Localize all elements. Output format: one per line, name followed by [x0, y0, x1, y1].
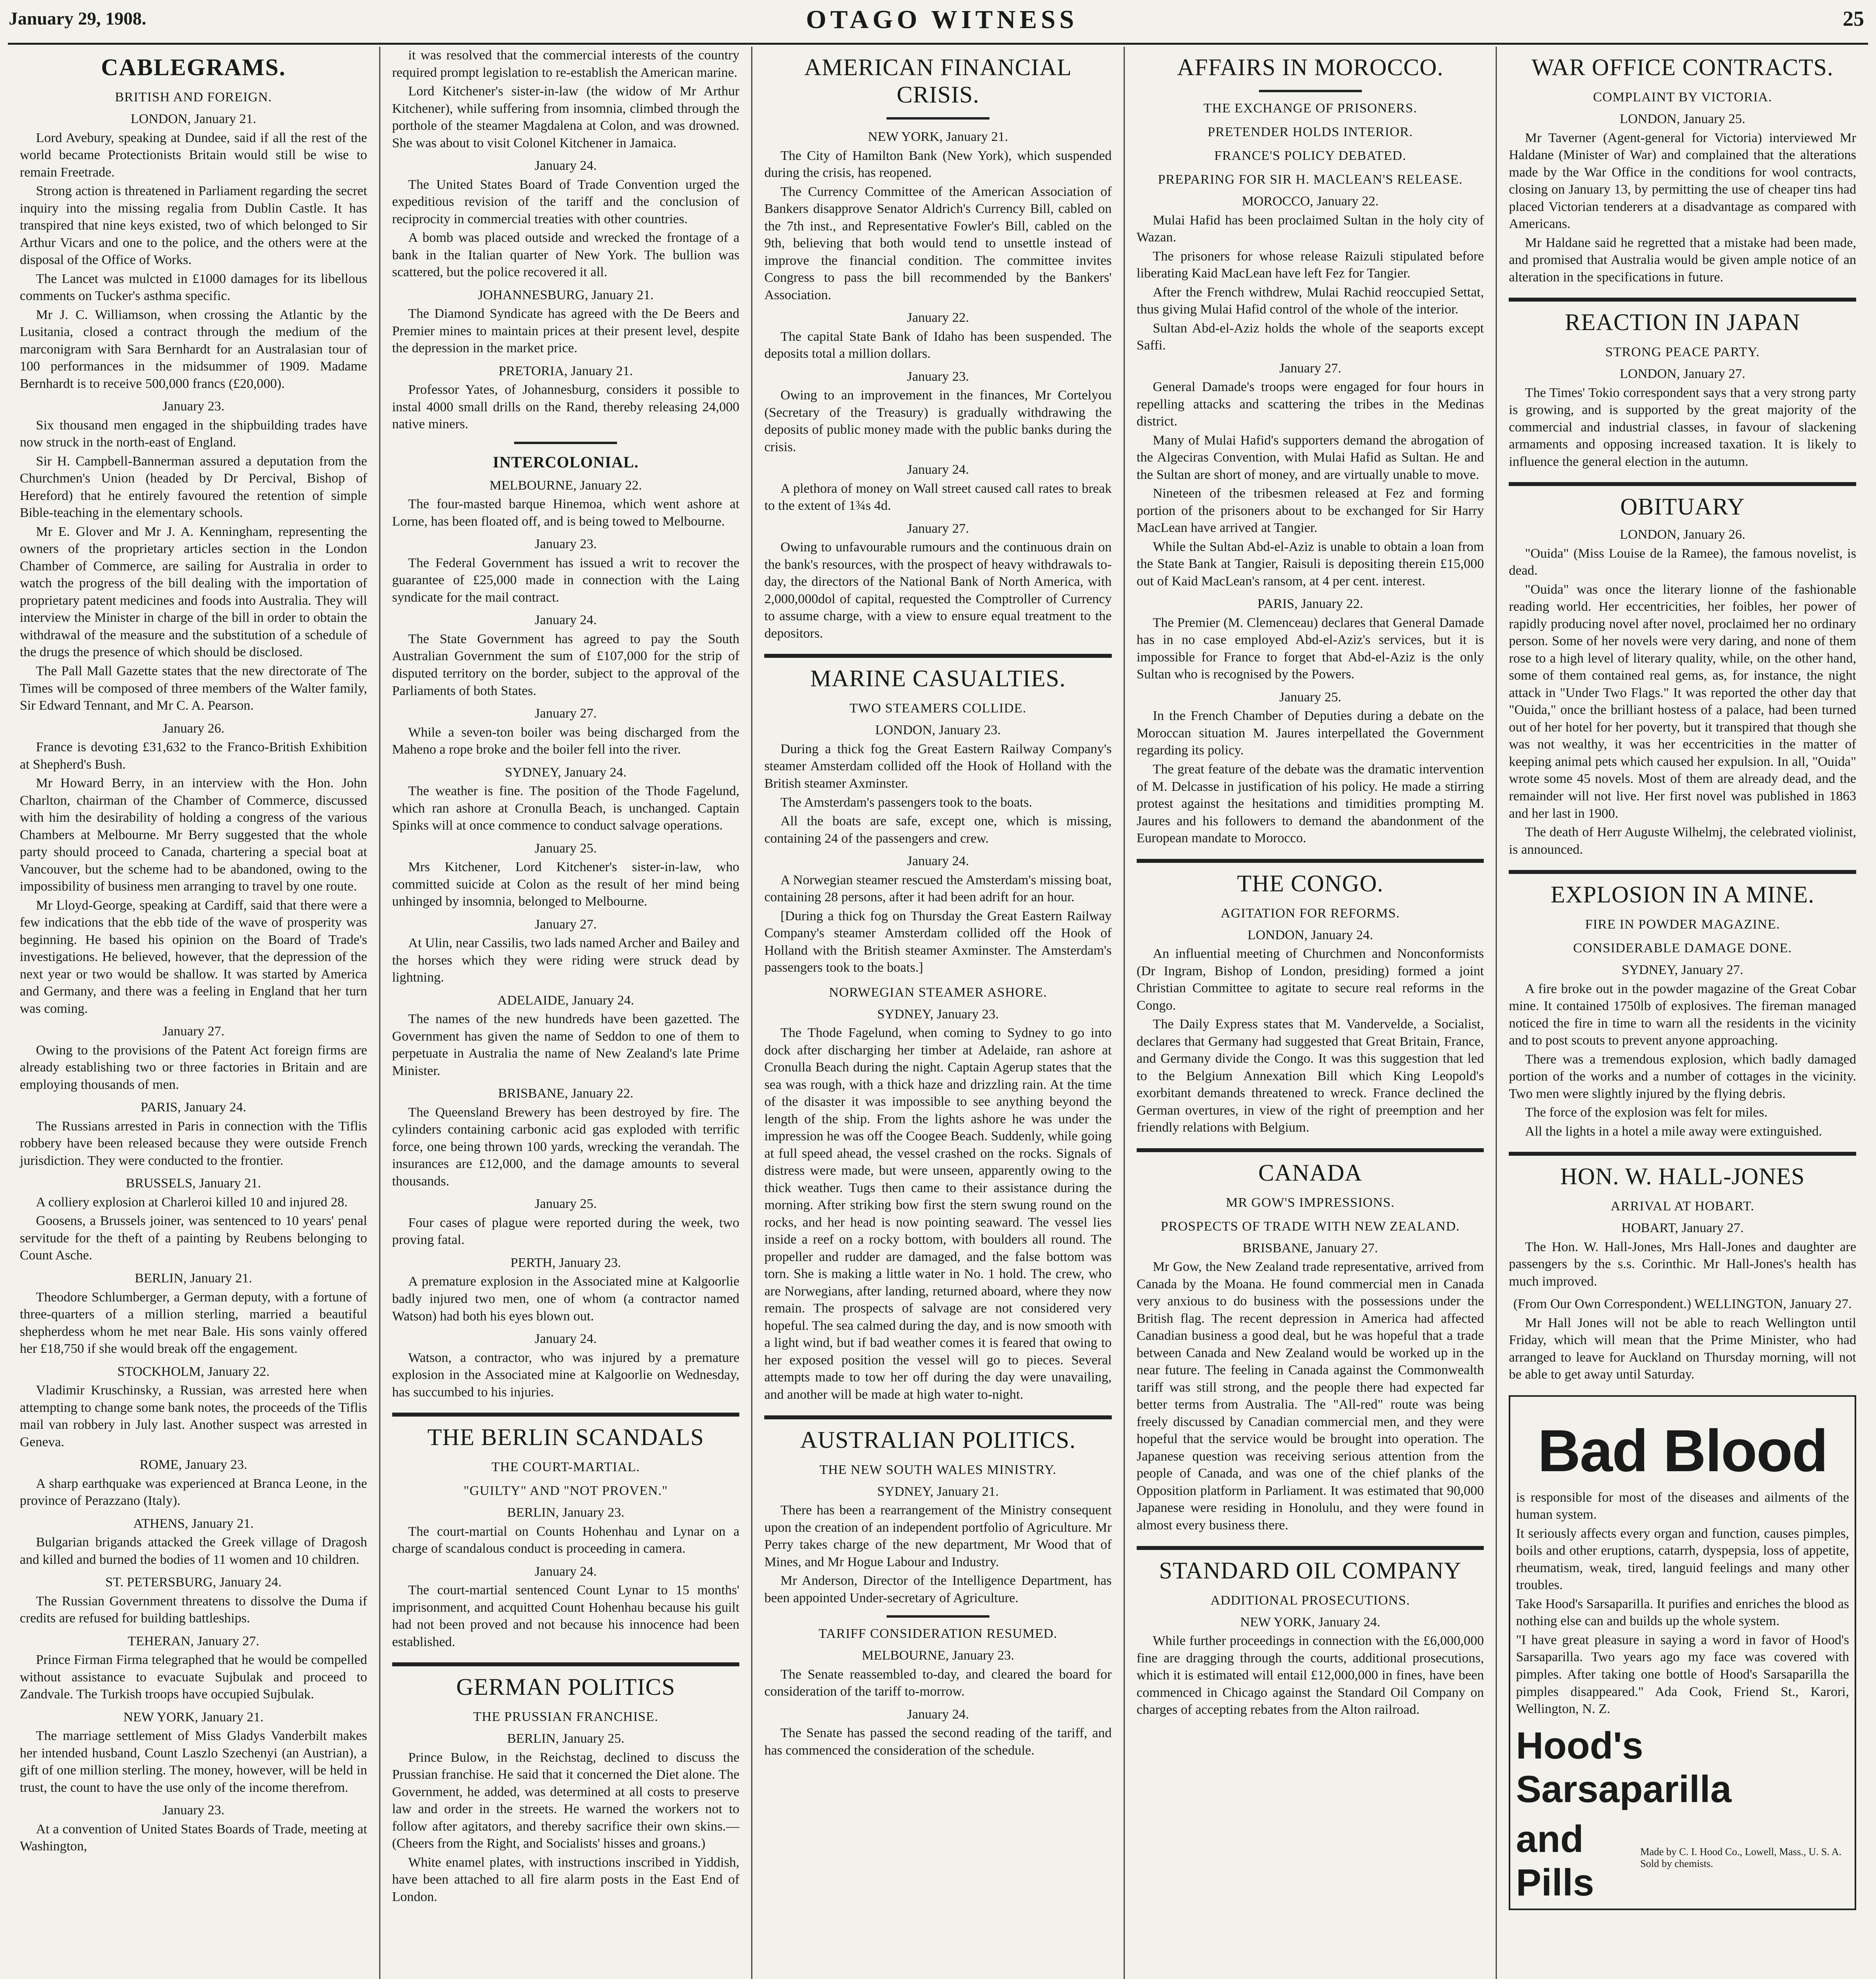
dateline: HOBART, January 27. — [1621, 1221, 1744, 1236]
paragraph: The court-martial sentenced Count Lynar to 15 months' imprisonment, and acquitted Count Hohenhau because his guilt had not been proved and not because his innocence had been established. — [392, 1583, 740, 1649]
section-title: GERMAN POLITICS — [392, 1662, 740, 1701]
dateline: ST. PETERSBURG, January 24. — [105, 1575, 282, 1590]
paragraph: A fire broke out in the powder magazine of the Great Cobar mine. It contained 1750lb of explosives. The fireman managed noticed the fire in time to warn all the residents in the vicinity and to post scouts to prevent anyone approaching. — [1509, 981, 1856, 1048]
article-body — [20, 110, 367, 1855]
dateline: January 24. — [535, 1564, 597, 1579]
dateline: JOHANNESBURG, January 21. — [478, 287, 654, 302]
section-subtitle: PRETENDER HOLDS INTERIOR. — [1208, 125, 1413, 139]
section-subtitle: THE NEW SOUTH WALES MINISTRY. — [819, 1462, 1057, 1477]
article-body — [1509, 1219, 1856, 1383]
paragraph: There has been a rearrangement of the Ministry consequent upon the creation of an independent portfolio of Agriculture. Mr Perry takes charge of the new department, Mr Wood that of Mines, and Mr Hogue Labour and Industry. — [764, 1503, 1112, 1569]
dateline: NEW YORK, January 21. — [868, 129, 1008, 144]
section-subtitle: FIRE IN POWDER MAGAZINE. — [1585, 917, 1780, 932]
masthead-rule — [8, 43, 1868, 45]
dateline: ATHENS, January 21. — [133, 1516, 254, 1531]
section-subtitle: PROSPECTS OF TRADE WITH NEW ZEALAND. — [1160, 1219, 1460, 1234]
dateline: NEW YORK, January 24. — [1240, 1614, 1380, 1630]
section-title: THE CONGO. — [1137, 859, 1484, 897]
dateline: MELBOURNE, January 22. — [489, 478, 642, 493]
paragraph: "Ouida" was once the literary lionne of the fashionable reading world. Her eccentricities, her foibles, her power of rapidly producing novel after novel, proclaimed her no ordinary person. Some of her novels were very daring, and none of them rose to a high level of literary quality, while, on the other hand, some of them contained real gems, as, for instance, the night attack in "Under Two Flags." It was reported the other day that "Ouida," once the brilliant hostess of a palace, had been turned out of her hotel for her poverty, but it transpired that though she was not wealthy, it was her eccentricities in the matter of keeping animal pets which caused her expulsion. In all, "Ouida" wrote some 45 novels. Most of them are already dead, and the remainder will not live. Her first novel was published in 1863 and her last in 1900. — [1509, 582, 1856, 821]
article-body — [764, 128, 1112, 642]
ad-brand-line — [1516, 1811, 1849, 1905]
dateline: January 24. — [907, 1707, 969, 1722]
paragraph: A colliery explosion at Charleroi killed 10 and injured 28. — [36, 1195, 348, 1210]
paragraph: Bulgarian brigands attacked the Greek village of Dragosh and killed and burned the bodies of 11 women and 10 children. — [20, 1535, 367, 1567]
paragraph: The force of the explosion was felt for miles. — [1525, 1105, 1768, 1120]
dateline: BRISBANE, January 27. — [1242, 1240, 1378, 1255]
dateline: LONDON, January 26. — [1620, 527, 1745, 542]
paragraph: Mrs Kitchener, Lord Kitchener's sister-in-law, who committed suicide at Colon as the result of her mind being unhinged by insomnia, belonged to Melbourne. — [392, 860, 740, 909]
dateline: LONDON, January 24. — [1247, 927, 1373, 942]
issue-date: January 29, 1908. — [9, 8, 146, 28]
dateline: BRISBANE, January 22. — [498, 1086, 634, 1101]
dateline: January 24. — [907, 854, 969, 869]
dateline: (From Our Own Correspondent.) WELLINGTON, January 27. — [1513, 1297, 1852, 1312]
section-subtitle: NORWEGIAN STEAMER ASHORE. — [829, 985, 1047, 1000]
paragraph: Watson, a contractor, who was injured by a premature explosion in the Associated mine at Kalgoorlie on Wednesday, has succumbed to his injuries. — [392, 1350, 740, 1400]
column-2 — [379, 47, 752, 1979]
article-body — [1137, 193, 1484, 847]
paragraph: The Lancet was mulcted in £1000 damages for its libellous comments on Tucker's asthma specific. — [20, 271, 367, 304]
dateline: BRUSSELS, January 21. — [125, 1176, 261, 1191]
article-body — [392, 1730, 740, 1905]
dateline: January 24. — [535, 613, 597, 628]
article-body — [1137, 1240, 1484, 1534]
dateline: January 22. — [907, 310, 969, 325]
dateline: LONDON, January 27. — [1620, 367, 1745, 382]
paragraph: A premature explosion in the Associated mine at Kalgoorlie badly injured two men, one of whom (a contractor named Watson) had both his eyes blown out. — [392, 1274, 740, 1324]
paragraph: The Senate reassembled to-day, and cleared the board for consideration of the tariff to-morrow. — [764, 1667, 1112, 1699]
dateline: ADELAIDE, January 24. — [497, 993, 634, 1008]
separator — [514, 442, 617, 444]
paragraph: Theodore Schlumberger, a German deputy, with a fortune of three-quarters of a million sterling, married a beautiful shepherdess whom he met near Bale. His sons vainly offered her £18,750 if she would break off the engagement. — [20, 1290, 367, 1356]
dateline: SYDNEY, January 21. — [877, 1484, 999, 1499]
paragraph: Mr E. Glover and Mr J. A. Kenningham, representing the owners of the proprietary articles section in the London Chamber of Commerce, are sailing for Australia in order to watch the progress of the bill dealing with the importation of proprietary patent medicines and foods into Australia. They will interview the Minister in charge of the bill in order to obtain the withdrawal of the measure and the substitution of a schedule of the drugs the presence of which should be disclosed. — [20, 524, 367, 660]
paragraph: General Damade's troops were engaged for four hours in repelling attacks and scattering the tribes in the Medinas district. — [1136, 380, 1484, 429]
section-subtitle: ADDITIONAL PROSECUTIONS. — [1210, 1593, 1410, 1608]
dateline: BERLIN, January 21. — [135, 1271, 253, 1286]
paragraph: Mr Anderson, Director of the Intelligence Department, has been appointed Under-secretary of Agriculture. — [764, 1573, 1112, 1605]
article-body — [1509, 110, 1856, 286]
paragraph: The Currency Committee of the American Association of Bankers disapprove Senator Aldrich's Currency Bill, cabled on the 7th inst., and Representative Fowler's Bill, cabled on the 9th, believing that both would tend to unsettle instead of improve the financial condition. The committee invites Congress to pass the bill recommended by the Bankers' Association. — [764, 184, 1112, 302]
paragraph: it was resolved that the commercial interests of the country required prompt legislation to re-establish the American marine. — [392, 48, 740, 80]
paragraph: The names of the new hundreds have been gazetted. The Government has given the name of Seddon to one of them to perpetuate in Australia the name of New Zealand's late Prime Minister. — [392, 1012, 740, 1078]
paragraph: A Norwegian steamer rescued the Amsterdam's missing boat, containing 28 persons, after it had been adrift for an hour. — [764, 872, 1112, 905]
dateline: January 26. — [162, 721, 225, 736]
section-title: CANADA — [1137, 1148, 1484, 1187]
paragraph: Sir H. Campbell-Bannerman assured a deputation from the Churchmen's Union (headed by Dr Percival, Bishop of Hereford) that he entirely favoured the retention of simple Bible-teaching in the elementary schools. — [20, 454, 367, 520]
separator — [1259, 90, 1362, 92]
column-3 — [751, 47, 1124, 1979]
paragraph: Mr Lloyd-George, speaking at Cardiff, said that there were a few indications that the ebb tide of the wave of prosperity was beginning. He based his opinion on the Board of Trade's investigations. He believed, however, that the depression of the next year or two would be shallow. It was started by America and Germany, and there was a feeling in England that her turn was coming. — [20, 898, 367, 1016]
paragraph: The City of Hamilton Bank (New York), which suspended during the crisis, has reopened. — [764, 148, 1112, 180]
article-body — [1509, 526, 1856, 858]
paragraph: Mr Howard Berry, in an interview with the Hon. John Charlton, chairman of the Chamber of Commerce, discussed with him the desirability of holding a congress of the various Chambers at Melbourne. Mr Berry suggested that the whole party should proceed to Canada, chartering a special boat at Vancouver, but the scheme had to be abandoned, owing to the impossibility of business men arranging to travel by one route. — [20, 776, 367, 894]
ad-text: Take Hood's Sarsaparilla. It purifies and enriches the blood as nothing else can and builds up the whole system. — [1516, 1596, 1849, 1629]
paragraph: All the lights in a hotel a mile away were extinguished. — [1525, 1124, 1822, 1139]
section-title: AMERICAN FINANCIAL CRISIS. — [804, 54, 1072, 108]
section-title: MARINE CASUALTIES. — [764, 654, 1112, 692]
paragraph: The Diamond Syndicate has agreed with the De Beers and Premier mines to maintain prices at their present level, despite the depression in the market price. — [392, 306, 740, 356]
section-subtitle: COMPLAINT BY VICTORIA. — [1593, 90, 1772, 104]
dateline: LONDON, January 23. — [875, 723, 1001, 738]
section-subtitle: THE EXCHANGE OF PRISONERS. — [1203, 101, 1417, 116]
paragraph: Prince Bulow, in the Reichstag, declined to discuss the Prussian franchise. He said that it concerned the Diet alone. The Government, he added, was determined at all costs to preserve law and order in the streets. He warned the workers not to follow after agitators, and thereby sacrifice their own skins.—(Cheers from the Right, and Socialists' hisses and groans.) — [392, 1750, 740, 1851]
dateline: STOCKHOLM, January 22. — [117, 1364, 270, 1379]
page-columns — [8, 47, 1868, 1979]
paragraph: The Hon. W. Hall-Jones, Mrs Hall-Jones and daughter are passengers by the s.s. Corinthic. Mr Hall-Jones's health has much improved. — [1509, 1239, 1856, 1289]
section-title: CABLEGRAMS. — [101, 54, 286, 80]
paragraph: Lord Kitchener's sister-in-law (the widow of Mr Arthur Kitchener), while suffering from insomnia, climbed through the porthole of the steamer Magdalena at Colon, and was drowned. She was about to visit Colonel Kitchener in Jamaica. — [392, 84, 740, 150]
paragraph: The Thode Fagelund, when coming to Sydney to go into dock after discharging her timber at Adelaide, ran ashore at Cronulla Beach during the night. Captain Agerup states that the sea was rough, with a thick haze and drizzling rain. At the time of the disaster it was impossible to see anything beyond the length of the ship. From the lights ashore he was under the impression he was off the Coogee Beach. Suddenly, while going at full speed ahead, the vessel crashed on the rocks. Signals of distress were made, but were unseen, apparently owing to the thick weather. Tugs then came to their assistance during the morning. After striking bow first the stern swung round on the rocks, and her head is now pointing seaward. The vessel lies inside a reef on a rocky bottom, with boulders all round. The propeller and rudder are damaged, and the false bottom was torn. She is making a little water in No. 1 hold. The crew, who are Norwegians, after landing, returned aboard, where they now remain. The prospects of salvage are not considered very hopeful. The sea calmed during the day, and is now smooth with a light wind, but if bad weather comes it is feared that owing to her exposed position the vessel will go to pieces. Several attempts made to tow her off during the day were unavailing, and another will be made at high water to-night. — [764, 1026, 1112, 1402]
dateline: BERLIN, January 25. — [507, 1731, 625, 1746]
section-title: EXPLOSION IN A MINE. — [1509, 870, 1856, 908]
paragraph: In the French Chamber of Deputies during a debate on the Moroccan situation M. Jaures interpellated the Government regarding its policy. — [1136, 708, 1484, 758]
article-body — [392, 1504, 740, 1650]
paragraph: Many of Mulai Hafid's supporters demand the abrogation of the Algeciras Convention, with Mulai Hafid as Sultan. He and the Sultan are short of money, and are virtually unable to move. — [1136, 433, 1484, 482]
section-subtitle: PREPARING FOR SIR H. MACLEAN'S RELEASE. — [1158, 172, 1463, 187]
dateline: January 23. — [907, 369, 969, 384]
column-4 — [1124, 47, 1496, 1979]
ad-brand: Hood's Sarsaparilla — [1516, 1724, 1732, 1810]
dateline: January 27. — [907, 521, 969, 536]
ad-testimonial: "I have great pleasure in saying a word in favor of Hood's Sarsaparilla. Two years ago my face was covered with pimples. After taking one bottle of Hood's Sarsaparilla the pimples disappeared." Ada Cook, Friend St., Karori, Wellington, N. Z. — [1516, 1632, 1849, 1717]
paragraph: The weather is fine. The position of the Thode Fagelund, which ran ashore at Cronulla Beach, is unchanged. Captain Spinks will at once commence to conduct salvage operations. — [392, 784, 740, 833]
paragraph: After the French withdrew, Mulai Rachid reoccupied Settat, thus giving Mulai Hafid control of the whole of the interior. — [1136, 285, 1484, 317]
paragraph: France is devoting £31,632 to the Franco-British Exhibition at Shepherd's Bush. — [20, 740, 367, 772]
dateline: PRETORIA, January 21. — [498, 363, 633, 378]
paragraph: Owing to an improvement in the finances, Mr Cortelyou (Secretary of the Treasury) is gradually withdrawing the deposits of public money made with the public banks during the crisis. — [764, 388, 1112, 454]
section-subtitle: BRITISH AND FOREIGN. — [115, 90, 272, 104]
section-title: THE BERLIN SCANDALS — [392, 1413, 740, 1451]
ad-text: is responsible for most of the diseases and ailments of the human system. — [1516, 1490, 1849, 1522]
paragraph: Sultan Abd-el-Aziz holds the whole of the seaports except Saffi. — [1136, 321, 1484, 353]
paragraph: A plethora of money on Wall street caused call rates to break to the extent of 1¾s 4d. — [764, 481, 1112, 513]
ad-maker: Made by C. I. Hood Co., Lowell, Mass., U. S. A. Sold by chemists. — [1640, 1846, 1842, 1869]
ad-headline: Bad Blood — [1538, 1417, 1828, 1484]
advertisement-hoods-sarsaparilla — [1509, 1395, 1856, 1910]
article-body — [764, 1006, 1112, 1404]
dateline: BERLIN, January 23. — [507, 1505, 625, 1520]
section-subtitle: THE PRUSSIAN FRANCHISE. — [473, 1709, 659, 1725]
section-title: AFFAIRS IN MOROCCO. — [1177, 54, 1444, 80]
column-5 — [1496, 47, 1868, 1979]
paragraph: The great feature of the debate was the dramatic intervention of M. Delcasse in justification of his policy. He made a stirring protest against the hesitations and timidities prompting M. Jaures and his followers to demand the abandonment of the European mandate to Morocco. — [1136, 762, 1484, 846]
paragraph: Mr Taverner (Agent-general for Victoria) interviewed Mr Haldane (Minister of War) and complained that the alterations made by the War Office in the conditions for wool contracts, closing on January 13, by permitting the use of cheaper tins had placed Victorian tenderers at a disadvantage as compared with Americans. — [1509, 130, 1856, 232]
dateline: January 24. — [535, 158, 597, 173]
separator — [887, 117, 989, 120]
paragraph: [During a thick fog on Thursday the Great Eastern Railway Company's steamer Amsterdam collided off the Hook of Holland with the British steamer Axminster. The Amsterdam's passengers took to the boats.] — [764, 908, 1112, 975]
dateline: SYDNEY, January 23. — [877, 1007, 999, 1022]
dateline: PERTH, January 23. — [510, 1255, 621, 1270]
dateline: January 27. — [535, 706, 597, 721]
section-subtitle: FRANCE'S POLICY DEBATED. — [1214, 148, 1407, 163]
dateline: PARIS, January 22. — [1257, 596, 1363, 612]
page-number: 25 — [1843, 7, 1864, 30]
paragraph: The Premier (M. Clemenceau) declares that General Damade has in no case employed Abd-el-Aziz's services, but it is impossible for France to forget that Abd-el-Aziz is the only Sultan who is recognised by the Powers. — [1136, 615, 1484, 682]
paragraph: At Ulin, near Cassilis, two lads named Archer and Bailey and the horses which they were riding were struck dead by lightning. — [392, 936, 740, 985]
ad-brand-pills: and Pills — [1516, 1818, 1594, 1904]
section-subtitle: TARIFF CONSIDERATION RESUMED. — [818, 1626, 1058, 1641]
paragraph: The prisoners for whose release Raizuli stipulated before liberating Kaid MacLean have left Fez for Tangier. — [1136, 249, 1484, 281]
paragraph: Four cases of plague were reported during the week, two proving fatal. — [392, 1215, 740, 1248]
paragraph: While the Sultan Abd-el-Aziz is unable to obtain a loan from the State Bank at Tangier, Raisuli is depositing therein £15,000 out of Kaid MacLean's ransom, at 4 per cent. interest. — [1136, 539, 1484, 589]
dateline: January 24. — [907, 462, 969, 477]
paragraph: Mr Hall Jones will not be able to reach Wellington until Friday, which will mean that the Prime Minister, who had arranged to leave for Auckland on Thursday morning, will not be able to get away until Saturday. — [1509, 1315, 1856, 1382]
paragraph: The Pall Mall Gazette states that the new directorate of The Times will be composed of three members of the Walter family, Sir Edward Tennant, and Mr C. A. Pearson. — [20, 663, 367, 713]
paragraph: The Federal Government has issued a writ to recover the guarantee of £25,000 made in connection with the Laing syndicate for the mail contract. — [392, 555, 740, 605]
paragraph: While further proceedings in connection with the £6,000,000 fine are dragging through the courts, additional prosecutions, which it is estimated will entail £12,000,000 in fines, have been commenced in Chicago against the Standard Oil Company on charges of accepting rebates from the Alton railroad. — [1136, 1633, 1484, 1717]
dateline: January 25. — [535, 841, 597, 856]
paragraph: Mulai Hafid has been proclaimed Sultan in the holy city of Wazan. — [1136, 213, 1484, 245]
paragraph: Mr Gow, the New Zealand trade representative, arrived from Canada by the Moana. He found commercial men in Canada very anxious to do business with the possessions under the British flag. The recent depression in America had affected Canadian business a good deal, but he was hopeful that a trade between Canada and New Zealand would be worked up in the near future. The feeling in Canada against the Commonwealth tariff was still strong, and the people there had expected far better terms from Australia. The "All-red" route was being freely discussed by Canadian commercial men, and they were hopeful that the service would be brought into operation. The Japanese question was receiving serious attention from the people of Canada, and was one of the chief planks of the Opposition platform in Parliament. It was estimated that 90,000 Japanese were residing in Honolulu, and they were found in almost every business there. — [1136, 1259, 1484, 1533]
dateline: January 23. — [535, 537, 597, 552]
section-subtitle: "GUILTY" AND "NOT PROVEN." — [463, 1483, 668, 1498]
paragraph: There was a tremendous explosion, which badly damaged portion of the works and a number of cottages in the vicinity. Two men were slightly injured by the flying debris. — [1509, 1052, 1856, 1101]
paragraph: The court-martial on Counts Hohenhau and Lynar on a charge of scandalous conduct is proceeding in camera. — [392, 1524, 740, 1556]
dateline: January 27. — [535, 917, 597, 932]
section-title: HON. W. HALL-JONES — [1509, 1152, 1856, 1190]
paragraph: A sharp earthquake was experienced at Branca Leone, in the province of Perazzano (Italy). — [20, 1476, 367, 1508]
paragraph: The Amsterdam's passengers took to the boats. — [780, 795, 1032, 810]
section-subtitle: CONSIDERABLE DAMAGE DONE. — [1573, 941, 1792, 956]
article-body — [764, 1483, 1112, 1607]
article-body — [1137, 1614, 1484, 1719]
paragraph: All the boats are safe, except one, which is missing, containing 24 of the passengers and crew. — [764, 814, 1112, 846]
paragraph: Owing to the provisions of the Patent Act foreign firms are already establishing two or three factories in Britain and are employing thousands of men. — [20, 1043, 367, 1092]
paragraph: The Russians arrested in Paris in connection with the Tiflis robbery have been released because they were outside French jurisdiction. They were conducted to the frontier. — [20, 1119, 367, 1168]
dateline: January 27. — [162, 1024, 225, 1039]
paragraph: The four-masted barque Hinemoa, which went ashore at Lorne, has been floated off, and is being towed to Melbourne. — [392, 497, 740, 529]
dateline: January 25. — [535, 1197, 597, 1212]
paragraph: Professor Yates, of Johannesburg, considers it possible to instal 4000 small drills on the Rand, thereby releasing 24,000 native miners. — [392, 382, 740, 432]
paragraph: The Daily Express states that M. Vandervelde, a Socialist, declares that Germany had suggested that Great Britain, France, and Germany divide the Congo. It was this suggestion that led to the Belgium Annexation Bill which King Leopold's exorbitant demands threatened to wreck. France declined the German overtures, in view of the right of preemption and her friendly relations with Belgium. — [1136, 1017, 1484, 1135]
paragraph: The State Government has agreed to pay the South Australian Government the sum of £107,000 for the strip of disputed territory on the border, subject to the approval of the Parliaments of both States. — [392, 631, 740, 698]
dateline: January 27. — [1279, 361, 1341, 376]
paragraph: Vladimir Kruschinsky, a Russian, was arrested here when attempting to change some bank notes, the proceeds of the Tiflis mail van robbery in July last. Another suspect was arrested in Geneva. — [20, 1383, 367, 1449]
article-body — [1137, 927, 1484, 1136]
column-1 — [8, 47, 379, 1979]
article-body — [764, 722, 1112, 976]
paragraph: Six thousand men engaged in the shipbuilding trades have now struck in the north-east of England. — [20, 418, 367, 450]
dateline: ROME, January 23. — [139, 1457, 247, 1472]
article-body — [392, 477, 740, 1401]
section-subtitle: STRONG PEACE PARTY. — [1605, 345, 1760, 360]
dateline: MELBOURNE, January 23. — [862, 1648, 1014, 1663]
paragraph: The death of Herr Auguste Wilhelmj, the celebrated violinist, is announced. — [1509, 825, 1856, 857]
dateline: NEW YORK, January 21. — [123, 1709, 264, 1725]
dateline: MOROCCO, January 22. — [1242, 194, 1379, 209]
section-subtitle: AGITATION FOR REFORMS. — [1221, 906, 1400, 921]
article-body — [764, 1647, 1112, 1759]
dateline: January 25. — [1279, 689, 1341, 705]
paragraph: Nineteen of the tribesmen released at Fez and forming portion of the prisoners about to be exchanged for Sir Harry MacLean have arrived at Tangier. — [1136, 486, 1484, 536]
paragraph: The Russian Government threatens to dissolve the Duma if credits are refused for building battleships. — [20, 1593, 367, 1626]
newspaper-title: OTAGO WITNESS — [806, 5, 1078, 34]
section-subtitle: THE COURT-MARTIAL. — [491, 1460, 640, 1475]
section-title: AUSTRALIAN POLITICS. — [764, 1415, 1112, 1454]
article-body — [1509, 961, 1856, 1140]
paragraph: At a convention of United States Boards of Trade, meeting at Washington, — [20, 1821, 367, 1854]
dateline: January 23. — [162, 399, 225, 414]
paragraph: Owing to unfavourable rumours and the continuous drain on the bank's resources, with the prospect of heavy withdrawals to-day, the directors of the National Bank of North America, with 2,000,000dol of capital, requested the Comptroller of Currency to assume charge, with a view to ensure equal treatment to the depositors. — [764, 540, 1112, 641]
section-title: WAR OFFICE CONTRACTS. — [1531, 54, 1834, 80]
section-title: STANDARD OIL COMPANY — [1137, 1546, 1484, 1584]
dateline: TEHERAN, January 27. — [127, 1633, 259, 1649]
section-title: REACTION IN JAPAN — [1509, 298, 1856, 336]
paragraph: The marriage settlement of Miss Gladys Vanderbilt makes her intended husband, Count Laszlo Szechenyi (an Austrian), a gift of one million sterling. The money, however, will be held in trust, the count to have the use only of the income therefrom. — [20, 1728, 367, 1795]
paragraph: Mr J. C. Williamson, when crossing the Atlantic by the Lusitania, closed a contract through the medium of the marconigram with Sara Bernhardt for an Australasian tour of 100 performances in the midsummer of 1909. Madame Bernhardt is to receive 500,000 francs (£20,000). — [20, 307, 367, 391]
dateline: LONDON, January 21. — [131, 112, 256, 126]
dateline: SYDNEY, January 24. — [505, 765, 627, 780]
dateline: SYDNEY, January 27. — [1622, 963, 1743, 978]
paragraph: The United States Board of Trade Convention urged the expeditious revision of the tariff and the conclusion of reciprocity in commercial treaties with other countries. — [392, 177, 740, 226]
dateline: January 24. — [535, 1331, 597, 1347]
paragraph: An influential meeting of Churchmen and Nonconformists (Dr Ingram, Bishop of London, presiding) formed a joint Christian Committee to agitate to secure real reforms in the Congo. — [1136, 946, 1484, 1013]
paragraph: Mr Haldane said he regretted that a mistake had been made, and promised that Australia would be given ample notice of an alteration in the specifications in future. — [1509, 235, 1856, 285]
paragraph: "Ouida" (Miss Louise de la Ramee), the famous novelist, is dead. — [1509, 546, 1856, 578]
paragraph: White enamel plates, with instructions inscribed in Yiddish, have been attached to all fire alarm posts in the East End of London. — [392, 1855, 740, 1904]
paragraph: A bomb was placed outside and wrecked the frontage of a bank in the Italian quarter of New York. The bullion was scattered, but the police recovered it all. — [392, 230, 740, 280]
paragraph: Prince Firman Firma telegraphed that he would be compelled without assistance to evacuate Sujbulak and proceed to Zandvale. The Turkish troops have occupied Sujbulak. — [20, 1652, 367, 1702]
paragraph: While a seven-ton boiler was being discharged from the Maheno a rope broke and the boiler fell into the river. — [392, 725, 740, 757]
paragraph: The Senate has passed the second reading of the tariff, and has commenced the consideration of the schedule. — [764, 1726, 1112, 1758]
dateline: January 23. — [162, 1803, 225, 1818]
paragraph: The Times' Tokio correspondent says that a very strong party is growing, and is supported by the great majority of the commercial and industrial classes, in favour of slackening armaments and opposing increased taxation. It is likely to influence the general election in the autumn. — [1509, 385, 1856, 469]
paragraph: Goosens, a Brussels joiner, was sentenced to 10 years' penal servitude for the theft of a painting by Reubens belonging to Count Asche. — [20, 1214, 367, 1263]
article-body — [392, 47, 740, 433]
section-subtitle: MR GOW'S IMPRESSIONS. — [1226, 1195, 1395, 1210]
section-subtitle: ARRIVAL AT HOBART. — [1610, 1199, 1754, 1214]
paragraph: The Queensland Brewery has been destroyed by fire. The cylinders containing carbonic acid gas exploded with terrific force, one being thrown 100 yards, wrecking the verandah. The insurances are £12,000, and the damage amounts to several thousands. — [392, 1105, 740, 1189]
section-title: OBITUARY — [1509, 482, 1856, 520]
ad-text: It seriously affects every organ and function, causes pimples, boils and other eruptions, catarrh, dyspepsia, loss of appetite, rheumatism, weak, tired, languid feelings and many other troubles. — [1516, 1526, 1849, 1593]
article-body — [1509, 365, 1856, 470]
paragraph: Lord Avebury, speaking at Dundee, said if all the rest of the world became Protectionists Britain would still be wise to remain Freetrade. — [20, 130, 367, 180]
dateline: LONDON, January 25. — [1620, 112, 1745, 126]
section-title: INTERCOLONIAL. — [493, 453, 639, 471]
separator — [887, 1615, 989, 1618]
section-subtitle: TWO STEAMERS COLLIDE. — [849, 701, 1027, 716]
paragraph: During a thick fog the Great Eastern Railway Company's steamer Amsterdam collided off the Hook of Holland with the British steamer Axminster. — [764, 741, 1112, 791]
paragraph: The capital State Bank of Idaho has been suspended. The deposits total a million dollars. — [764, 329, 1112, 361]
dateline: PARIS, January 24. — [141, 1100, 247, 1115]
paragraph: Strong action is threatened in Parliament regarding the secret inquiry into the missing regalia from Dublin Castle. It has transpired that nine keys existed, two of which belonged to Sir Arthur Vicars and one to the police, and the others were at the disposal of the Office of Works. — [20, 184, 367, 268]
